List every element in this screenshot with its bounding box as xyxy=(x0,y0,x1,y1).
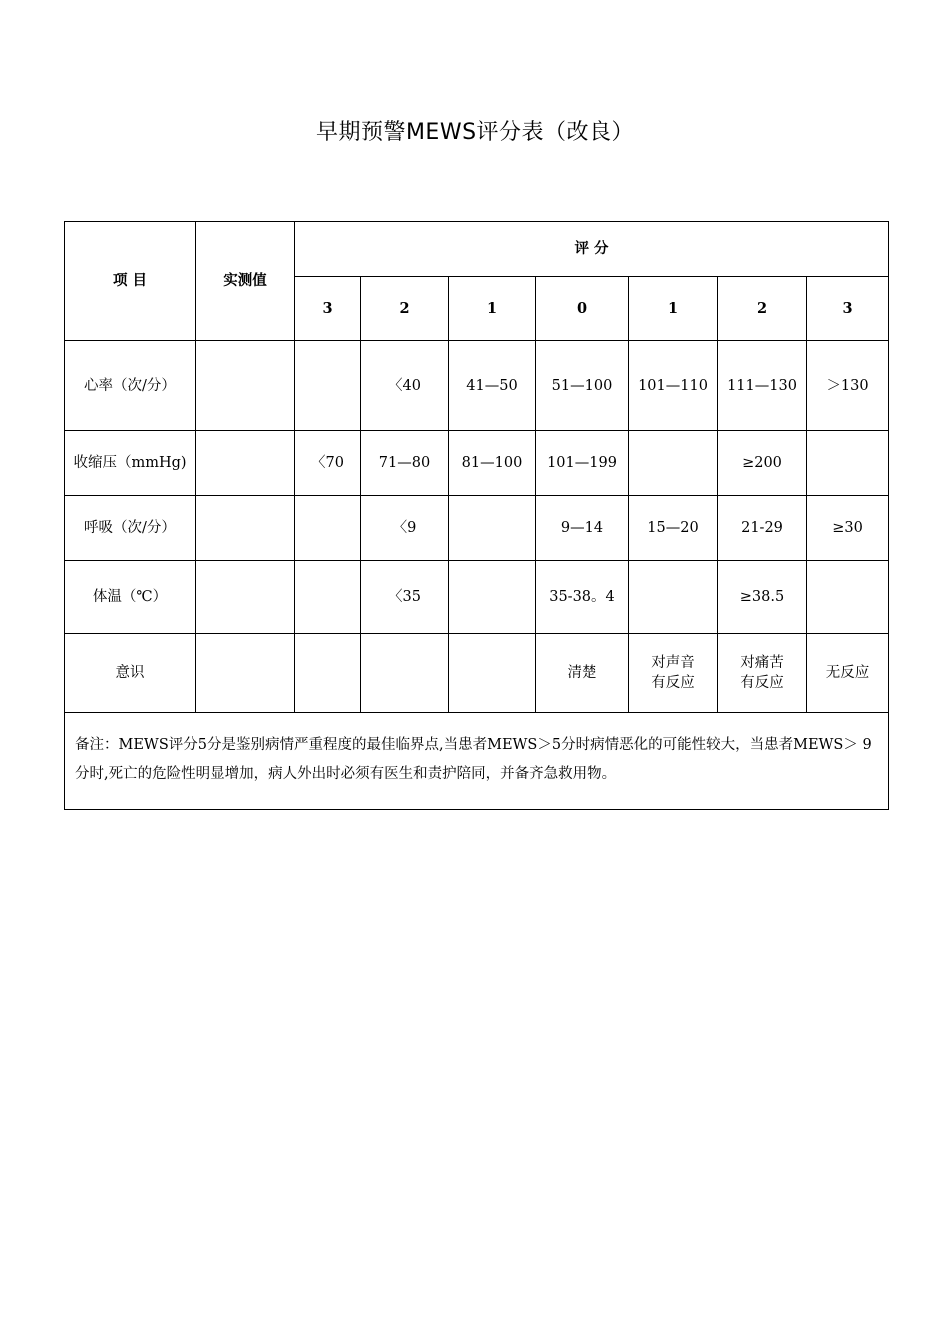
mews-score-table xyxy=(64,221,889,810)
header-row-top xyxy=(65,222,889,277)
score-cell: 111—130 xyxy=(718,341,807,431)
score-cell: ≥30 xyxy=(807,496,889,561)
table-row-heart-rate xyxy=(65,341,889,431)
score-cell xyxy=(449,561,536,634)
score-cell xyxy=(295,634,361,713)
score-cell: 71—80 xyxy=(361,431,449,496)
score-header-cell: 1 xyxy=(449,277,536,341)
row-label: 意识 xyxy=(65,634,196,713)
score-cell: 〈9 xyxy=(361,496,449,561)
score-cell: 〈40 xyxy=(361,341,449,431)
score-cell: 〈70 xyxy=(295,431,361,496)
score-cell xyxy=(449,634,536,713)
table-row-respiration xyxy=(65,496,889,561)
table-row-consciousness xyxy=(65,634,889,713)
score-header-cell: 3 xyxy=(807,277,889,341)
score-cell xyxy=(295,341,361,431)
score-cell: 〈35 xyxy=(361,561,449,634)
score-cell: ≥200 xyxy=(718,431,807,496)
row-label: 呼吸（次/分） xyxy=(65,496,196,561)
measured-value-cell xyxy=(196,634,295,713)
score-header-cell: 0 xyxy=(536,277,629,341)
score-cell: 对声音 有反应 xyxy=(629,634,718,713)
row-label: 心率（次/分） xyxy=(65,341,196,431)
score-cell xyxy=(295,496,361,561)
score-cell: ≥38.5 xyxy=(718,561,807,634)
score-cell xyxy=(807,561,889,634)
score-cell: 对痛苦 有反应 xyxy=(718,634,807,713)
score-cell xyxy=(629,431,718,496)
score-cell: 41—50 xyxy=(449,341,536,431)
score-header-cell: 2 xyxy=(718,277,807,341)
score-cell: 无反应 xyxy=(807,634,889,713)
header-item: 项 目 xyxy=(65,222,196,341)
score-cell xyxy=(449,496,536,561)
measured-value-cell xyxy=(196,561,295,634)
score-header-cell: 2 xyxy=(361,277,449,341)
table-row-temperature xyxy=(65,561,889,634)
note-text: 备注：MEWS评分5分是鉴别病情严重程度的最佳临界点,当患者MEWS＞5分时病情恶化的可能性较大，当患者MEWS＞ 9分时,死亡的危险性明显增加，病人外出时必须有医生和责护陪同，并备齐急救用物。 xyxy=(65,713,889,810)
score-cell xyxy=(629,561,718,634)
score-cell: 35-38。4 xyxy=(536,561,629,634)
table-row-systolic-pressure xyxy=(65,431,889,496)
measured-value-cell xyxy=(196,431,295,496)
score-cell: 9—14 xyxy=(536,496,629,561)
score-cell: 21-29 xyxy=(718,496,807,561)
score-cell: 15—20 xyxy=(629,496,718,561)
score-cell xyxy=(295,561,361,634)
score-cell xyxy=(361,634,449,713)
score-cell xyxy=(807,431,889,496)
score-cell: ＞130 xyxy=(807,341,889,431)
header-score: 评 分 xyxy=(295,222,889,277)
note-row xyxy=(65,713,889,810)
score-cell: 81—100 xyxy=(449,431,536,496)
score-header-cell: 1 xyxy=(629,277,718,341)
measured-value-cell xyxy=(196,496,295,561)
score-header-cell: 3 xyxy=(295,277,361,341)
score-cell: 51—100 xyxy=(536,341,629,431)
score-cell: 清楚 xyxy=(536,634,629,713)
page-title: 早期预警MEWS评分表（改良） xyxy=(315,120,635,145)
header-measured: 实测值 xyxy=(196,222,295,341)
row-label: 收缩压（mmHg) xyxy=(65,431,196,496)
score-cell: 101—199 xyxy=(536,431,629,496)
score-cell: 101—110 xyxy=(629,341,718,431)
measured-value-cell xyxy=(196,341,295,431)
row-label: 体温（℃） xyxy=(65,561,196,634)
